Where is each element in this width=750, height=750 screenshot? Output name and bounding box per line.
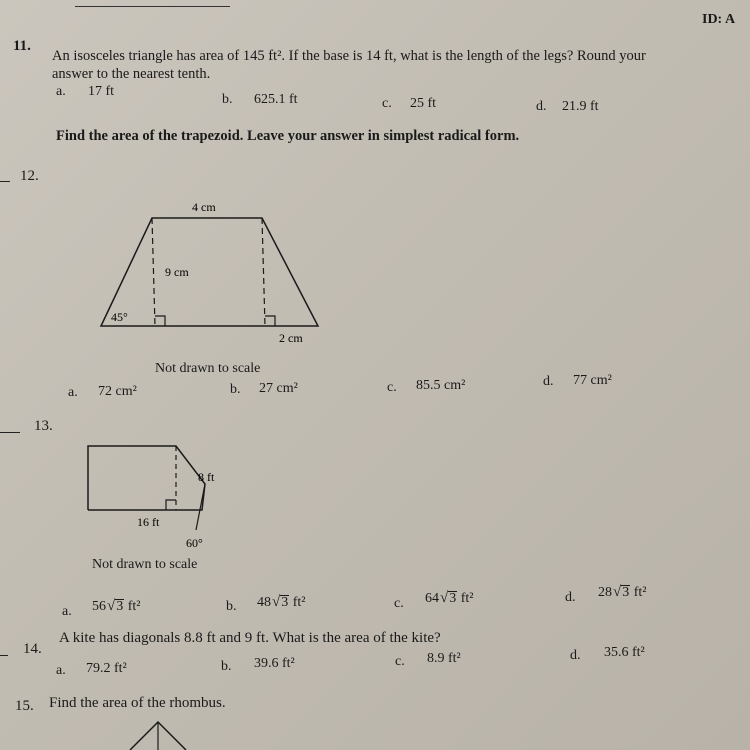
trap-top-label: 4 cm bbox=[192, 200, 216, 214]
q11-option-c-letter[interactable]: c. bbox=[382, 96, 392, 111]
q14-option-a-letter[interactable]: a. bbox=[56, 663, 66, 678]
test-id-label: ID: A bbox=[702, 12, 736, 27]
q13-option-c[interactable]: 64 √ 3 ft² bbox=[425, 590, 474, 606]
q14-option-d[interactable]: 35.6 ft² bbox=[604, 645, 645, 660]
q12-figure-caption: Not drawn to scale bbox=[155, 361, 261, 376]
q13-answer-blank[interactable] bbox=[0, 432, 20, 433]
q13-number: 13. bbox=[34, 418, 53, 434]
q13-option-b-letter[interactable]: b. bbox=[226, 599, 237, 614]
q13-option-d[interactable]: 28 √ 3 ft² bbox=[598, 584, 647, 600]
q14-option-d-letter[interactable]: d. bbox=[570, 648, 581, 663]
q11-option-d[interactable]: 21.9 ft bbox=[562, 99, 599, 114]
q13-angle-tick bbox=[196, 484, 205, 530]
q13-side-label: 8 ft bbox=[198, 470, 215, 484]
q12-option-d-letter[interactable]: d. bbox=[543, 374, 554, 389]
q15-text: Find the area of the rhombus. bbox=[49, 695, 226, 711]
trapezoid-shape bbox=[101, 218, 318, 326]
q13-option-a[interactable]: 56 √ 3 ft² bbox=[92, 598, 141, 614]
height-line-left bbox=[152, 218, 155, 326]
q12-option-d[interactable]: 77 cm² bbox=[573, 373, 612, 388]
q13-trapezoid-shape bbox=[88, 446, 205, 510]
q11-option-a-letter[interactable]: a. bbox=[56, 84, 66, 99]
q11-text-line2: answer to the nearest tenth. bbox=[52, 66, 211, 82]
q13-option-d-letter[interactable]: d. bbox=[565, 590, 576, 605]
q11-number: 11. bbox=[13, 38, 31, 54]
q12-option-a[interactable]: 72 cm² bbox=[98, 384, 137, 399]
q13-figure-caption: Not drawn to scale bbox=[92, 557, 198, 572]
q12-option-c-letter[interactable]: c. bbox=[387, 380, 397, 395]
q13-right-angle-mark bbox=[166, 500, 176, 510]
q13-bottom-label: 16 ft bbox=[137, 515, 160, 529]
right-angle-mark-right bbox=[265, 316, 275, 326]
q12-option-a-letter[interactable]: a. bbox=[68, 385, 78, 400]
trap-angle-label: 45° bbox=[111, 310, 128, 324]
q13-option-a-letter[interactable]: a. bbox=[62, 604, 72, 619]
q12-number: 12. bbox=[20, 168, 39, 184]
q12-option-b[interactable]: 27 cm² bbox=[259, 381, 298, 396]
trap-bottom-label: 2 cm bbox=[279, 331, 303, 345]
q11-option-a[interactable]: 17 ft bbox=[88, 84, 115, 99]
q11-option-b[interactable]: 625.1 ft bbox=[254, 92, 298, 107]
q11-option-d-letter[interactable]: d. bbox=[536, 99, 547, 114]
q14-option-c-letter[interactable]: c. bbox=[395, 654, 405, 669]
q15-number: 15. bbox=[15, 698, 34, 714]
q14-option-b-letter[interactable]: b. bbox=[221, 659, 232, 674]
trap-height-label: 9 cm bbox=[165, 265, 189, 279]
q14-number: 14. bbox=[23, 641, 42, 657]
q11-option-b-letter[interactable]: b. bbox=[222, 92, 233, 107]
q12-option-c[interactable]: 85.5 cm² bbox=[416, 378, 466, 393]
q13-option-c-letter[interactable]: c. bbox=[394, 596, 404, 611]
q13-option-b[interactable]: 48 √ 3 ft² bbox=[257, 594, 306, 610]
right-angle-mark-left bbox=[155, 316, 165, 326]
height-line-right bbox=[262, 218, 265, 326]
q13-angle-label: 60° bbox=[186, 536, 203, 550]
q11-text-line1: An isosceles triangle has area of 145 ft². If the base is 14 ft, what is the length of the legs? Round your bbox=[52, 48, 646, 64]
q14-answer-blank[interactable] bbox=[0, 655, 8, 656]
q11-option-c[interactable]: 25 ft bbox=[410, 96, 437, 111]
q12-option-b-letter[interactable]: b. bbox=[230, 382, 241, 397]
q14-text: A kite has diagonals 8.8 ft and 9 ft. What is the area of the kite? bbox=[59, 630, 441, 646]
q14-option-b[interactable]: 39.6 ft² bbox=[254, 656, 295, 671]
trapezoid-instruction: Find the area of the trapezoid. Leave your answer in simplest radical form. bbox=[56, 128, 520, 144]
q14-option-c[interactable]: 8.9 ft² bbox=[427, 651, 461, 666]
q14-option-a[interactable]: 79.2 ft² bbox=[86, 661, 127, 676]
